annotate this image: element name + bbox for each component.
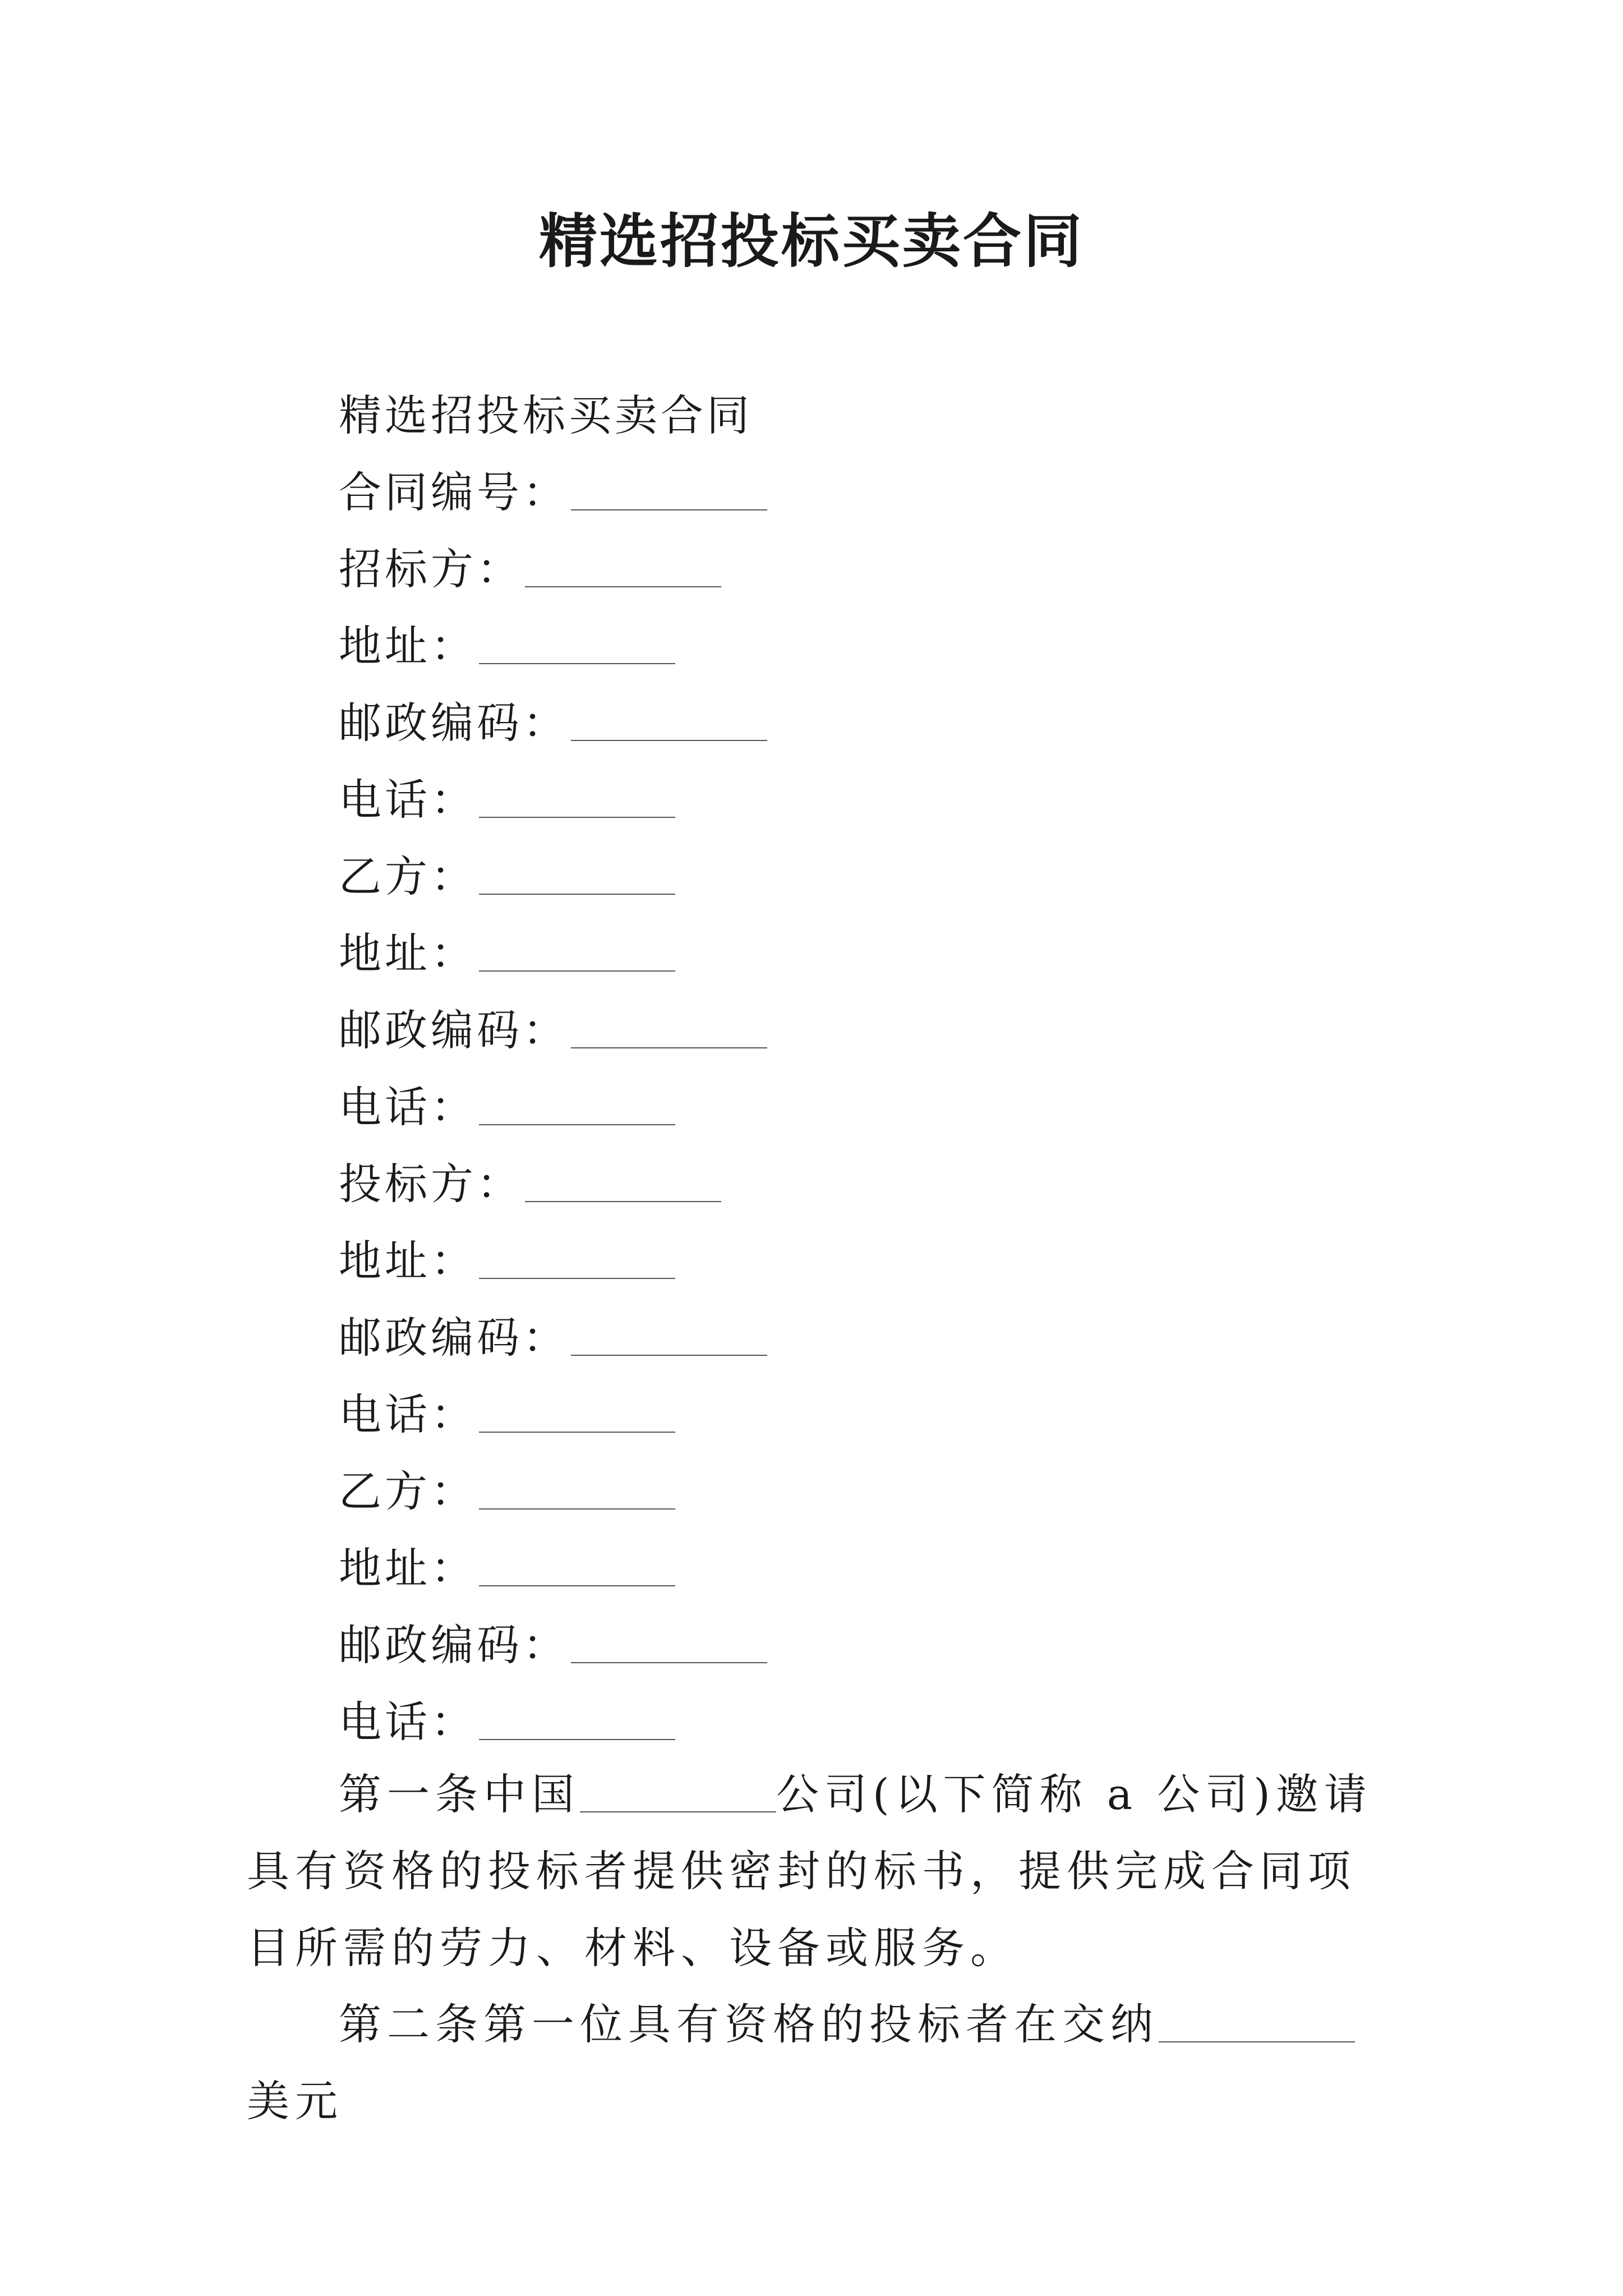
field-label: 地址：	[339, 621, 477, 671]
fill-in-blank	[580, 1778, 776, 1812]
fill-in-blank	[479, 1552, 675, 1586]
article-2-text-after: 美元	[247, 2076, 343, 2126]
contract-fields	[339, 377, 767, 1760]
field-label: 地址：	[339, 928, 477, 978]
field-label: 电话：	[339, 775, 477, 825]
article-1	[247, 1756, 1391, 1986]
field-label: 邮政编码：	[339, 698, 569, 748]
field-party-b	[339, 1453, 767, 1530]
field-postcode	[339, 684, 767, 761]
field-label: 投标方：	[339, 1159, 523, 1209]
field-label: 地址：	[339, 1543, 477, 1593]
field-postcode	[339, 1299, 767, 1376]
fill-in-blank	[571, 1628, 767, 1663]
article-1-text-after: 公司(以下简称 a 公司)邀请具有资格的投标者提供密封的标书，提供完成合同项目所需的劳力、材料、设备或服务。	[247, 1769, 1372, 1973]
field-phone	[339, 761, 767, 838]
field-tenderer	[339, 531, 767, 608]
fill-in-blank	[525, 553, 721, 587]
field-label: 地址：	[339, 1236, 477, 1286]
fill-in-blank	[479, 1475, 675, 1510]
fill-in-blank	[479, 937, 675, 972]
field-label: 邮政编码：	[339, 1005, 569, 1055]
field-postcode	[339, 1607, 767, 1683]
field-party-b	[339, 838, 767, 915]
field-address	[339, 608, 767, 684]
field-phone	[339, 1376, 767, 1453]
field-label: 电话：	[339, 1082, 477, 1132]
fill-in-blank	[571, 1321, 767, 1356]
fill-in-blank	[1159, 2008, 1355, 2042]
field-phone	[339, 1683, 767, 1760]
article-1-text-before: 第一条中国	[339, 1769, 580, 1819]
article-2	[247, 1986, 1391, 2139]
field-heading	[339, 377, 767, 454]
field-label: 合同编号：	[339, 467, 569, 517]
field-label: 邮政编码：	[339, 1620, 569, 1670]
field-label: 乙方：	[339, 852, 477, 901]
field-contract-number	[339, 454, 767, 531]
field-label: 邮政编码：	[339, 1313, 569, 1363]
field-bidder	[339, 1145, 767, 1222]
field-address	[339, 1222, 767, 1299]
fill-in-blank	[479, 860, 675, 895]
fill-in-blank	[571, 706, 767, 741]
field-phone	[339, 1069, 767, 1145]
field-address	[339, 915, 767, 992]
fill-in-blank	[525, 1167, 721, 1202]
field-label: 电话：	[339, 1389, 477, 1439]
article-2-text-before: 第二条第一位具有资格的投标者在交纳	[339, 1999, 1159, 2049]
field-address	[339, 1530, 767, 1607]
field-postcode	[339, 992, 767, 1069]
document-title: 精选招投标买卖合同	[538, 206, 1084, 275]
field-label: 招标方：	[339, 544, 523, 594]
fill-in-blank	[479, 1705, 675, 1740]
fill-in-blank	[479, 1244, 675, 1279]
field-label: 乙方：	[339, 1466, 477, 1516]
fill-in-blank	[571, 1014, 767, 1048]
fill-in-blank	[479, 1398, 675, 1433]
fill-in-blank	[479, 783, 675, 818]
field-label: 电话：	[339, 1697, 477, 1747]
fill-in-blank	[479, 1091, 675, 1125]
fill-in-blank	[571, 476, 767, 510]
fill-in-blank	[479, 629, 675, 664]
field-label: 精选招投标买卖合同	[339, 390, 753, 440]
